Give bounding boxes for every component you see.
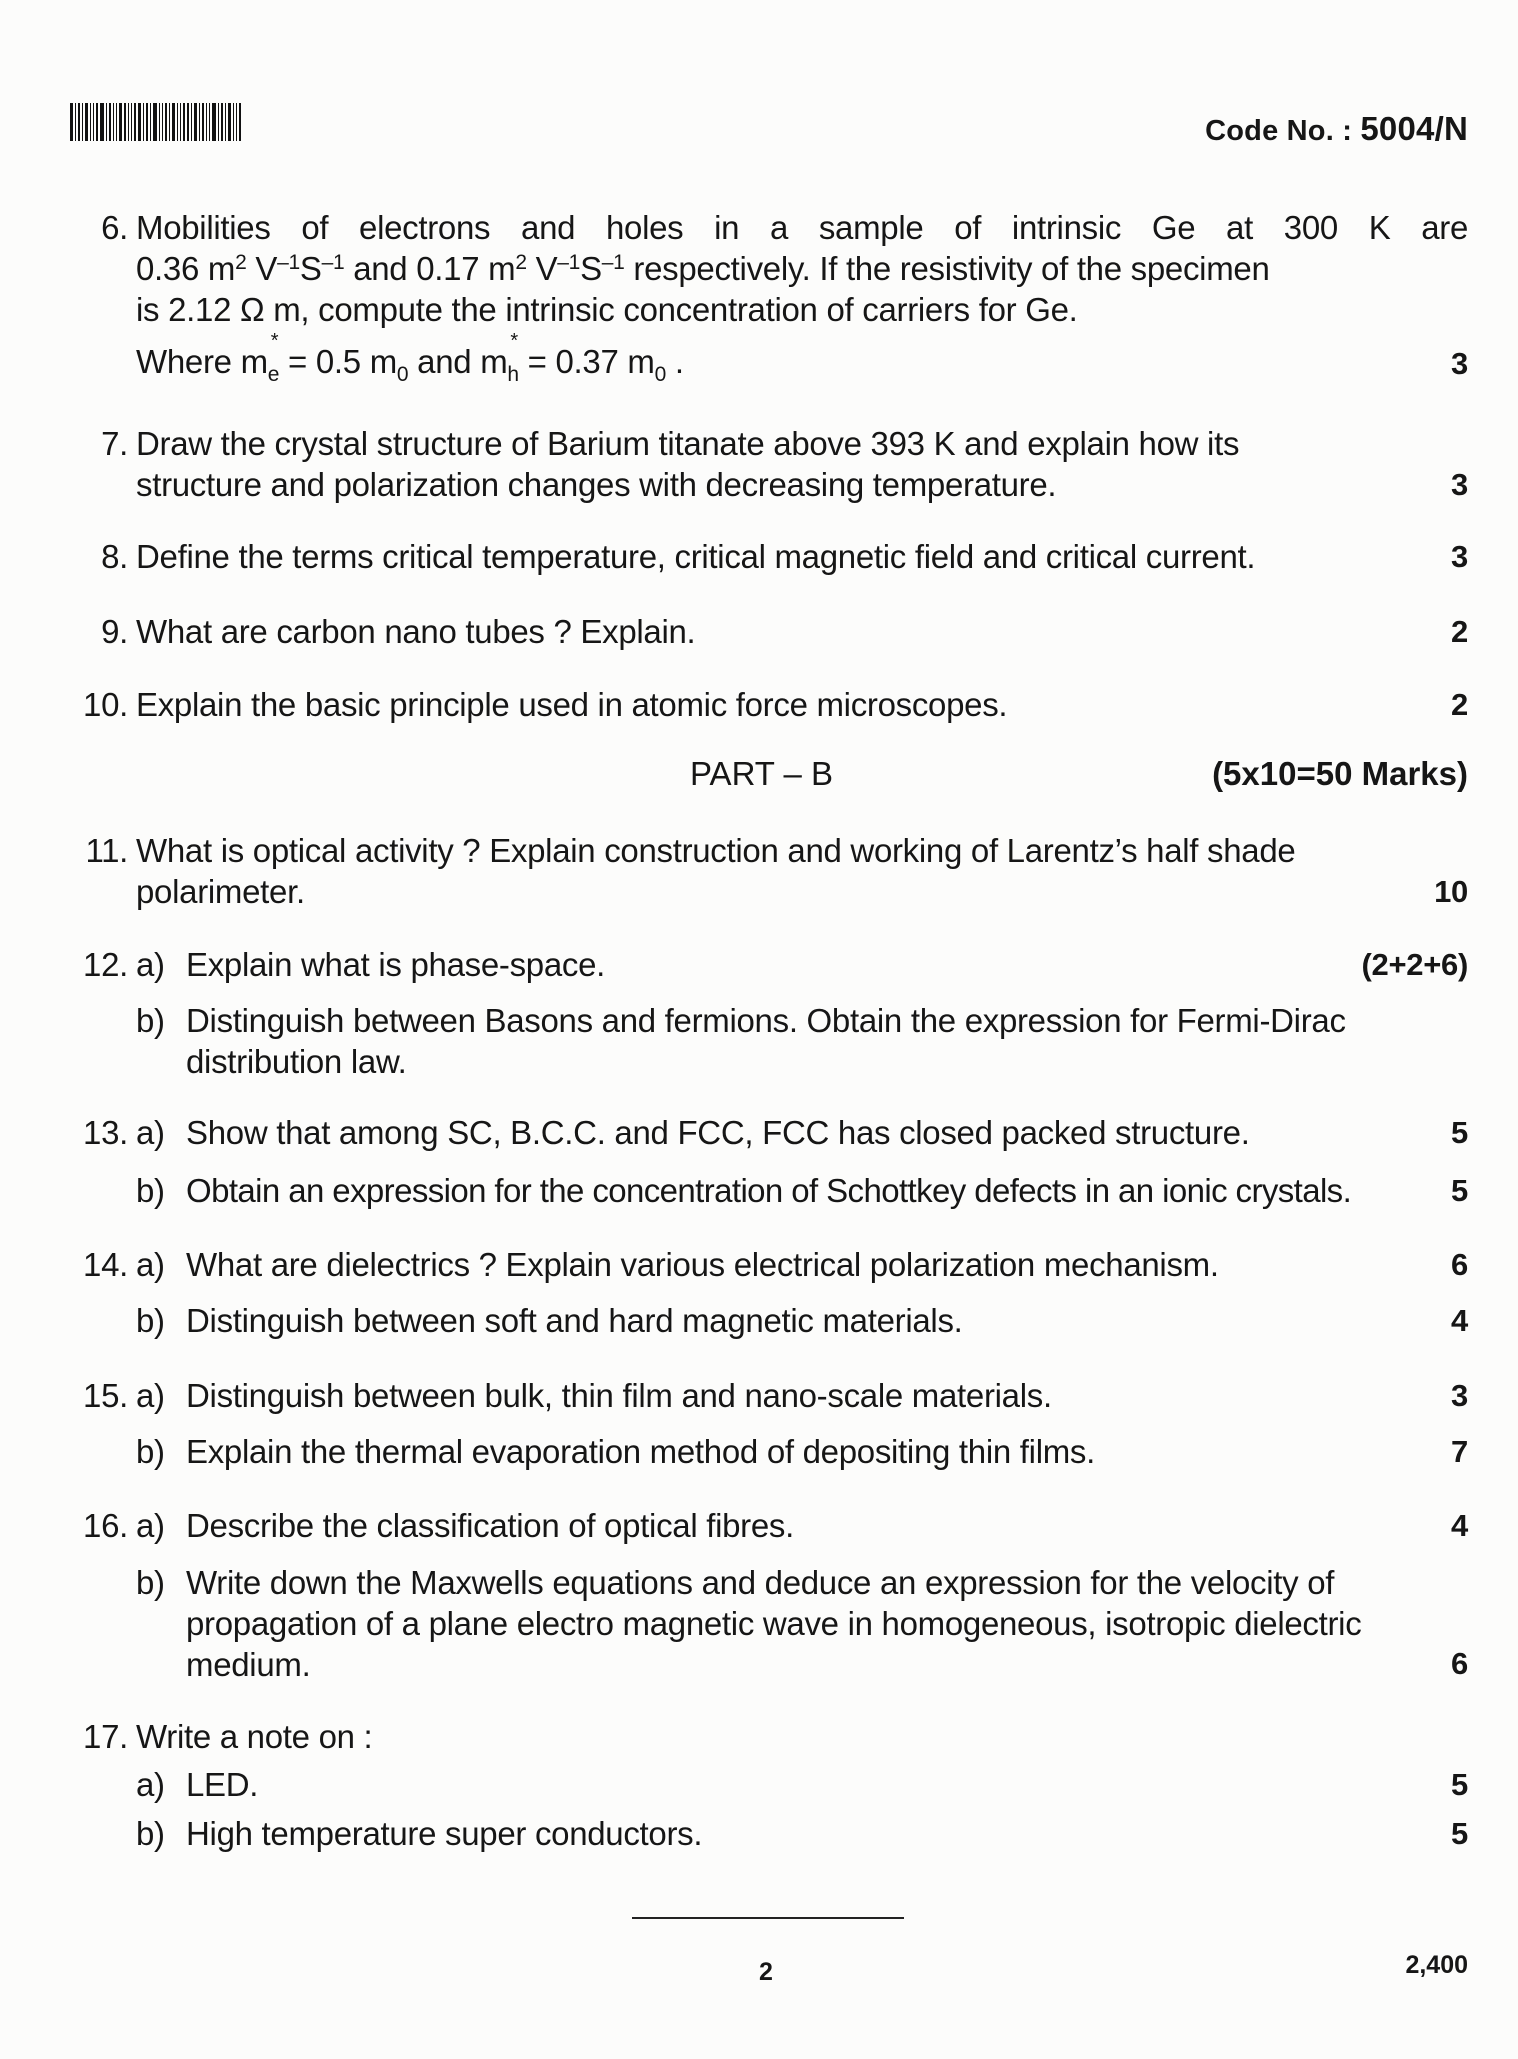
question-number: 17.	[83, 1718, 128, 1755]
barcode-bar	[153, 103, 157, 141]
question-number: 12.	[83, 946, 128, 983]
code-number	[1205, 110, 1468, 148]
page-number: 2	[759, 1958, 773, 1986]
part-b-marks: 7	[1451, 1434, 1468, 1469]
part-b-label: b)	[136, 1172, 165, 1209]
barcode-bar	[233, 103, 234, 141]
barcode	[70, 103, 243, 141]
part-b-text: High temperature super conductors.	[186, 1815, 703, 1852]
barcode-bar	[106, 103, 107, 141]
part-a-text: Describe the classification of optical fibres.	[186, 1507, 794, 1544]
part-b-text: Explain the thermal evaporation method of depositing thin films.	[186, 1433, 1095, 1470]
part-a-text: Explain what is phase-space.	[186, 946, 606, 983]
barcode-bar	[169, 103, 170, 141]
part-b-label: b)	[136, 1002, 165, 1039]
end-rule	[632, 1917, 904, 1919]
question-marks: 3	[1451, 346, 1468, 381]
q6-line-1: Mobilities of electrons and holes in a sample of intrinsic Ge at 300 K are	[136, 209, 1468, 246]
part-b-marks: 5	[1451, 1173, 1468, 1208]
barcode-bar	[165, 103, 167, 141]
part-a-marks: 5	[1451, 1767, 1468, 1802]
barcode-bar	[183, 103, 185, 141]
part-a-label: a)	[136, 1377, 165, 1414]
question-marks: 10	[1434, 874, 1468, 909]
part-b-marks: 4	[1451, 1303, 1468, 1338]
q6-line-2: 0.36 $m^2$ $V^{-1}S^{-1}$ and 0.17 $m^2$ $V^{-1}S^{-1}$ respectively. If the resistivity of the specimen	[136, 250, 1270, 287]
part-a-marks: 4	[1451, 1508, 1468, 1543]
part-b-marks: 6	[1451, 1646, 1468, 1681]
barcode-bar	[96, 103, 98, 141]
barcode-bar	[85, 103, 88, 141]
barcode-bar	[209, 103, 210, 141]
part-a-text: LED.	[186, 1766, 259, 1803]
question-number: 10.	[83, 686, 128, 723]
part-b-label: b)	[136, 1815, 165, 1852]
barcode-bar	[187, 103, 189, 141]
part-a-text: Distinguish between bulk, thin film and nano-scale materials.	[186, 1377, 1052, 1414]
part-b-text: Distinguish between Basons and fermions. Obtain the expression for Fermi-Dirac distribution law.	[186, 1002, 1346, 1080]
barcode-bar	[191, 103, 192, 141]
barcode-bar	[100, 103, 104, 141]
barcode-bar	[82, 103, 83, 141]
question-marks: 2	[1451, 614, 1468, 649]
barcode-bar	[206, 103, 207, 141]
code-value: 5004/N	[1360, 110, 1468, 147]
barcode-bar	[180, 103, 181, 141]
barcode-bar	[177, 103, 178, 141]
question-number: 9.	[101, 613, 128, 650]
barcode-bar	[109, 103, 111, 141]
question-marks: 3	[1451, 539, 1468, 574]
part-b-marks: (5x10=50 Marks)	[1212, 755, 1468, 792]
barcode-bar	[138, 103, 141, 141]
question-number: 16.	[83, 1507, 128, 1544]
part-b-label: PART – B	[690, 755, 834, 792]
question-number: 6.	[101, 209, 128, 246]
part-a-marks: 3	[1451, 1378, 1468, 1413]
part-b-text: Obtain an expression for the concentration of Schottkey defects in an ionic crystals.	[186, 1172, 1352, 1209]
part-a-label: a)	[136, 1507, 165, 1544]
question-text: Define the terms critical temperature, critical magnetic field and critical current.	[136, 538, 1256, 575]
copies-count: 2,400	[1405, 1951, 1468, 1979]
part-a-marks: 5	[1451, 1115, 1468, 1150]
barcode-bar	[116, 103, 117, 141]
part-a-text: Show that among SC, B.C.C. and FCC, FCC has closed packed structure.	[186, 1114, 1250, 1151]
question-marks: 2	[1451, 687, 1468, 722]
part-a-text: What are dielectrics ? Explain various electrical polarization mechanism.	[186, 1246, 1219, 1283]
question-text: Draw the crystal structure of Barium titanate above 393 K and explain how its structure and polarization changes with decreasing temperature.	[136, 425, 1240, 503]
question-marks: 3	[1451, 467, 1468, 502]
barcode-bar	[119, 103, 122, 141]
part-b-text: Write down the Maxwells equations and deduce an expression for the velocity of propagation of a plane electro magnetic wave in homogeneous, isotropic dielectric medium.	[186, 1564, 1362, 1683]
barcode-bar	[212, 103, 216, 141]
part-a-label: a)	[136, 1114, 165, 1151]
barcode-bar	[124, 103, 126, 141]
question-number: 11.	[85, 832, 128, 869]
question-number: 13.	[83, 1114, 128, 1151]
question-number: 14.	[83, 1246, 128, 1283]
question-text: Explain the basic principle used in atomic force microscopes.	[136, 686, 1008, 723]
barcode-bar	[75, 103, 76, 141]
q6-line-4: Where m * $_e$ = 0.5 $m_0$ and m * $_h$ = 0.37 $m_0$ .	[136, 330, 684, 386]
barcode-bar	[146, 103, 148, 141]
barcode-bar	[239, 103, 241, 141]
barcode-bar	[78, 103, 80, 141]
part-b-label: b)	[136, 1433, 165, 1470]
barcode-bar	[134, 103, 136, 141]
part-a-label: a)	[136, 946, 165, 983]
barcode-bar	[194, 103, 197, 141]
barcode-bar	[131, 103, 132, 141]
question-text: What are carbon nano tubes ? Explain.	[136, 613, 696, 650]
barcode-bar	[199, 103, 200, 141]
barcode-bar	[90, 103, 91, 141]
question-text	[136, 207, 1468, 386]
part-a-label: a)	[136, 1246, 165, 1283]
question-text: Write a note on :	[136, 1718, 373, 1755]
barcode-bar	[236, 103, 237, 141]
barcode-bar	[143, 103, 144, 141]
code-label: Code No. :	[1205, 115, 1353, 147]
barcode-bar	[113, 103, 114, 141]
question-text: What is optical activity ? Explain construction and working of Larentz’s half shade polarimeter.	[136, 832, 1296, 910]
part-b-label: b)	[136, 1302, 165, 1339]
barcode-bar	[218, 103, 219, 141]
barcode-bar	[162, 103, 163, 141]
barcode-bar	[150, 103, 151, 141]
question-number: 15.	[83, 1377, 128, 1414]
barcode-bar	[228, 103, 231, 141]
part-b-marks: 5	[1451, 1816, 1468, 1851]
part-a-marks: 6	[1451, 1247, 1468, 1282]
barcode-bar	[128, 103, 129, 141]
question-marks: (2+2+6)	[1361, 947, 1468, 982]
question-number: 8.	[101, 538, 128, 575]
part-b-text: Distinguish between soft and hard magnetic materials.	[186, 1302, 963, 1339]
barcode-bar	[93, 103, 94, 141]
barcode-bar	[221, 103, 223, 141]
barcode-bar	[172, 103, 175, 141]
question-number: 7.	[101, 425, 128, 462]
barcode-bar	[202, 103, 204, 141]
barcode-bar	[159, 103, 160, 141]
barcode-bar	[225, 103, 226, 141]
part-b-label: b)	[136, 1564, 165, 1601]
barcode-bar	[70, 103, 73, 141]
q6-line-3: is 2.12 Ω m, compute the intrinsic concentration of carriers for Ge.	[136, 291, 1078, 328]
part-a-label: a)	[136, 1766, 165, 1803]
